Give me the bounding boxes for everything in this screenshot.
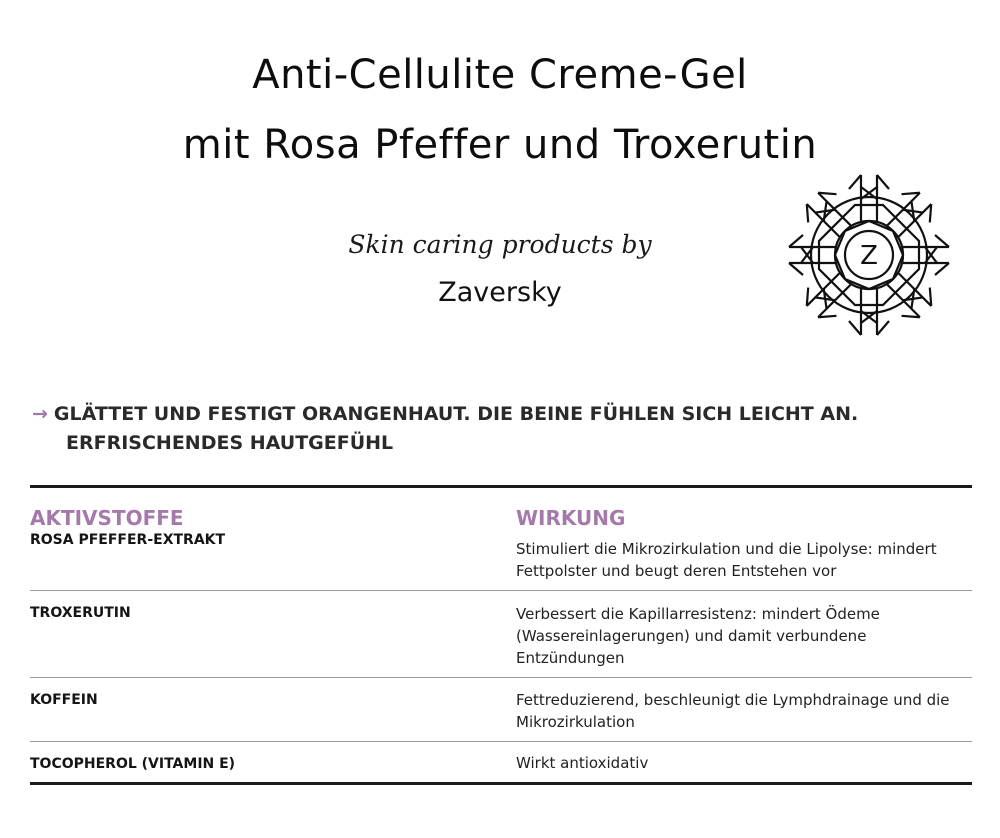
title-line-2: mit Rosa Pfeffer und Troxerutin (182, 122, 818, 168)
claim-text (32, 400, 982, 458)
table-header (30, 488, 972, 534)
table-row (30, 591, 972, 678)
ingredient-effect: Stimuliert die Mikrozirkulation und die Lipolyse: mindert Fettpolster und beugt deren Entstehen vor (516, 540, 937, 580)
ingredient-name: TOCOPHEROL (VITAMIN E) (30, 756, 236, 772)
title-line-1: Anti-Cellulite Creme-Gel (252, 52, 748, 98)
ingredients-table (30, 485, 972, 785)
column-header-aktivstoffe: AKTIVSTOFFE (30, 506, 184, 530)
ingredient-name: TROXERUTIN (30, 605, 131, 621)
ingredient-name: KOFFEIN (30, 692, 98, 708)
ingredient-effect: Fettreduzierend, beschleunigt die Lymphdrainage und die Mikrozirkulation (516, 691, 950, 731)
logo-letter: Z (860, 241, 878, 271)
tagline: Skin caring products by (348, 230, 652, 259)
table-row (30, 742, 972, 782)
claim-line-1: GLÄTTET UND FESTIGT ORANGENHAUT. DIE BEINE FÜHLEN SICH LEICHT AN. (53, 403, 859, 425)
zaversky-star-logo (786, 172, 952, 338)
claim-line-2: ERFRISCHENDES HAUTGEFÜHL (66, 432, 394, 454)
table-row (30, 678, 972, 742)
ingredient-effect: Verbessert die Kapillarresistenz: mindert Ödeme (Wassereinlagerungen) und damit verbundene Entzündungen (516, 605, 880, 667)
table-row (30, 534, 972, 591)
arrow-right-icon: → (32, 403, 48, 425)
ingredient-effect: Wirkt antioxidativ (516, 754, 649, 772)
ingredient-name: ROSA PFEFFER-EXTRAKT (30, 532, 226, 548)
brand-name: Zaversky (438, 277, 562, 308)
column-header-wirkung: WIRKUNG (516, 506, 626, 530)
